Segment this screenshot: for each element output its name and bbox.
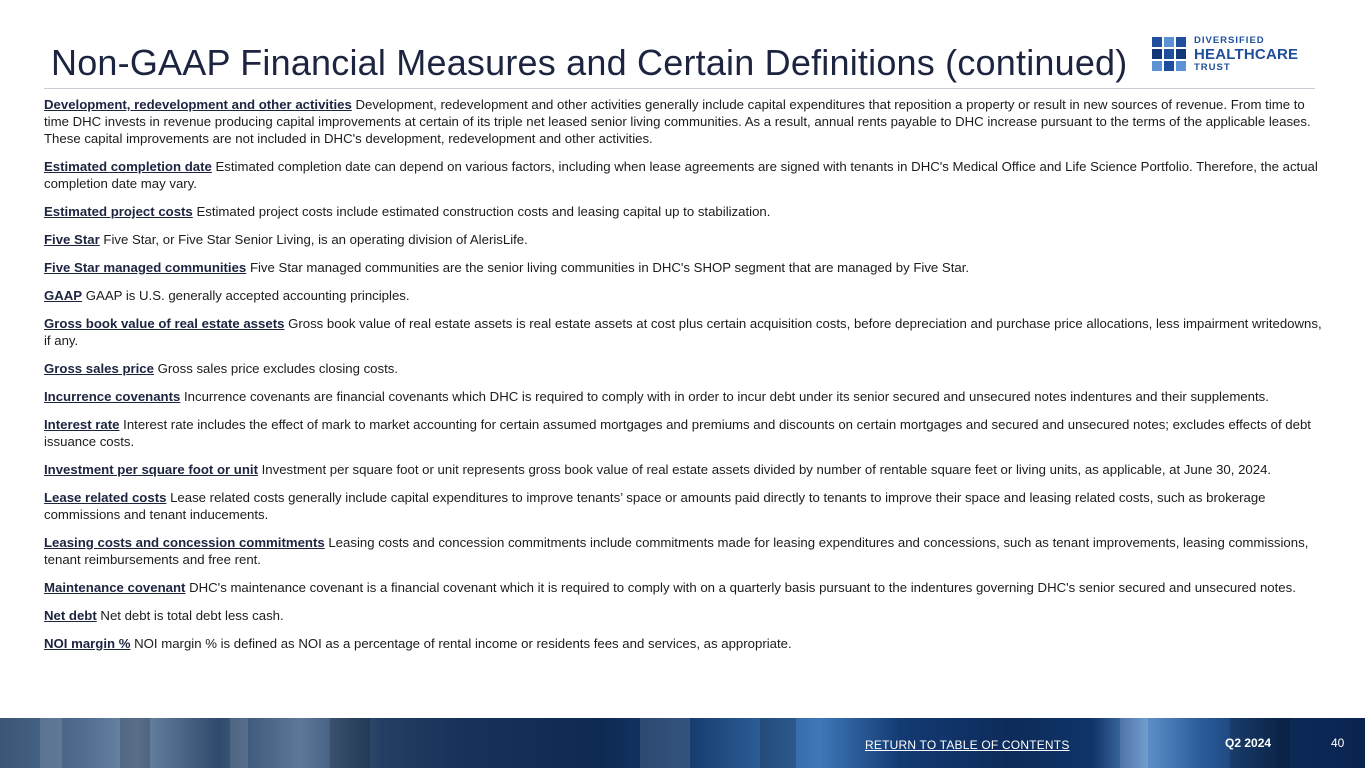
definition-text: Incurrence covenants are financial covenants which DHC is required to comply with in order to incur debt under its senior secured and unsecured notes indentures and their supplements. xyxy=(180,389,1269,404)
definition-text: Gross book value of real estate assets is real estate assets at cost plus certain acquisition costs, before depreciation and purchase price allocations, less impairment writedowns, if any. xyxy=(44,316,1322,348)
definition-term: Estimated project costs xyxy=(44,204,193,219)
definition-item xyxy=(44,388,1322,405)
definition-term: Leasing costs and concession commitments xyxy=(44,535,325,550)
definition-text: Five Star managed communities are the senior living communities in DHC's SHOP segment that are managed by Five Star. xyxy=(246,260,970,275)
definition-term: Incurrence covenants xyxy=(44,389,181,404)
definition-item xyxy=(44,579,1322,596)
logo-wordmark xyxy=(1194,36,1298,72)
logo-line-3: TRUST xyxy=(1194,61,1231,73)
definition-item xyxy=(44,287,1322,304)
definition-item xyxy=(44,259,1322,276)
logo-mark-icon xyxy=(1152,37,1186,71)
definition-term: NOI margin % xyxy=(44,636,131,651)
definition-term: GAAP xyxy=(44,288,83,303)
definition-term: Net debt xyxy=(44,608,97,623)
definition-text: DHC's maintenance covenant is a financial covenant which it is required to comply with on a quarterly basis pursuant to the indentures governing DHC's senior secured and unsecured notes. xyxy=(185,580,1296,595)
logo-line-1: DIVERSIFIED xyxy=(1194,35,1265,46)
definition-item xyxy=(44,360,1322,377)
definition-item xyxy=(44,489,1322,523)
definition-text: Net debt is total debt less cash. xyxy=(96,608,284,623)
definition-item xyxy=(44,231,1322,248)
definition-term: Five Star xyxy=(44,232,100,247)
definition-term: Development, redevelopment and other activities xyxy=(44,97,352,112)
footer-photo-stripe xyxy=(1120,718,1148,768)
definition-item xyxy=(44,158,1322,192)
footer-photo-stripe xyxy=(640,718,690,768)
definition-text: Investment per square foot or unit represents gross book value of real estate assets divided by number of rentable square feet or living units, as applicable, at June 30, 2024. xyxy=(257,462,1272,477)
logo-line-2: HEALTHCARE xyxy=(1194,45,1299,63)
page-title: Non-GAAP Financial Measures and Certain Definitions (continued) xyxy=(51,42,1128,83)
return-to-toc-link[interactable]: RETURN TO TABLE OF CONTENTS xyxy=(865,738,1070,752)
quarter-label: Q2 2024 xyxy=(1225,736,1272,750)
definition-item xyxy=(44,315,1322,349)
definition-term: Investment per square foot or unit xyxy=(44,462,258,477)
footer-photo-stripe xyxy=(120,718,150,768)
definition-item xyxy=(44,203,1322,220)
definition-text: Estimated completion date can depend on various factors, including when lease agreements are signed with tenants in DHC's Medical Office and Life Science Portfolio. Therefore, the actual completion date may vary. xyxy=(44,159,1318,191)
definition-text: Gross sales price excludes closing costs. xyxy=(153,361,399,376)
definition-text: NOI margin % is defined as NOI as a percentage of rental income or residents fees and services, as appropriate. xyxy=(130,636,792,651)
definition-text: Interest rate includes the effect of mark to market accounting for certain assumed mortgages and premiums and discounts on certain mortgages and secured and unsecured notes; excludes effects of debt issuance costs. xyxy=(44,417,1311,449)
footer-photo-stripe xyxy=(760,718,796,768)
definition-text: Leasing costs and concession commitments include commitments made for leasing expenditures and concessions, such as tenant improvements, leasing commissions, tenant reimbursements and free rent. xyxy=(44,535,1309,567)
definition-item xyxy=(44,534,1322,568)
definition-term: Maintenance covenant xyxy=(44,580,186,595)
page-number: 40 xyxy=(1331,736,1345,750)
definition-item xyxy=(44,96,1322,147)
definition-term: Lease related costs xyxy=(44,490,167,505)
footer-photo-stripe xyxy=(40,718,62,768)
definition-item xyxy=(44,635,1322,652)
title-divider xyxy=(44,88,1315,89)
company-logo xyxy=(1152,36,1298,72)
definition-term: Interest rate xyxy=(44,417,120,432)
definition-text: GAAP is U.S. generally accepted accounting principles. xyxy=(82,288,410,303)
definition-text: Lease related costs generally include capital expenditures to improve tenants’ space or amounts paid directly to tenants to improve their space and leasing related costs, such as brokerage commissions and tenant inducements. xyxy=(44,490,1266,522)
definition-term: Gross sales price xyxy=(44,361,154,376)
definition-item xyxy=(44,461,1322,478)
footer-bar xyxy=(0,718,1365,768)
footer-photo-stripe xyxy=(230,718,248,768)
definition-text: Estimated project costs include estimated construction costs and leasing capital up to stabilization. xyxy=(192,204,771,219)
definitions-list xyxy=(44,96,1322,663)
definition-text: Development, redevelopment and other activities generally include capital expenditures that reposition a property or result in new sources of revenue. From time to time DHC invests in revenue producing capital improvements at certain of its triple net leased senior living communities. As a result, annual rents payable to DHC increase pursuant to the terms of the applicable leases. These capital improvements are not included in DHC's development, redevelopment and other activities. xyxy=(44,97,1311,146)
footer-photo-stripe xyxy=(330,718,370,768)
definition-term: Five Star managed communities xyxy=(44,260,247,275)
definition-term: Gross book value of real estate assets xyxy=(44,316,285,331)
definition-item xyxy=(44,607,1322,624)
definition-term: Estimated completion date xyxy=(44,159,212,174)
definition-text: Five Star, or Five Star Senior Living, is an operating division of AlerisLife. xyxy=(99,232,528,247)
definition-item xyxy=(44,416,1322,450)
